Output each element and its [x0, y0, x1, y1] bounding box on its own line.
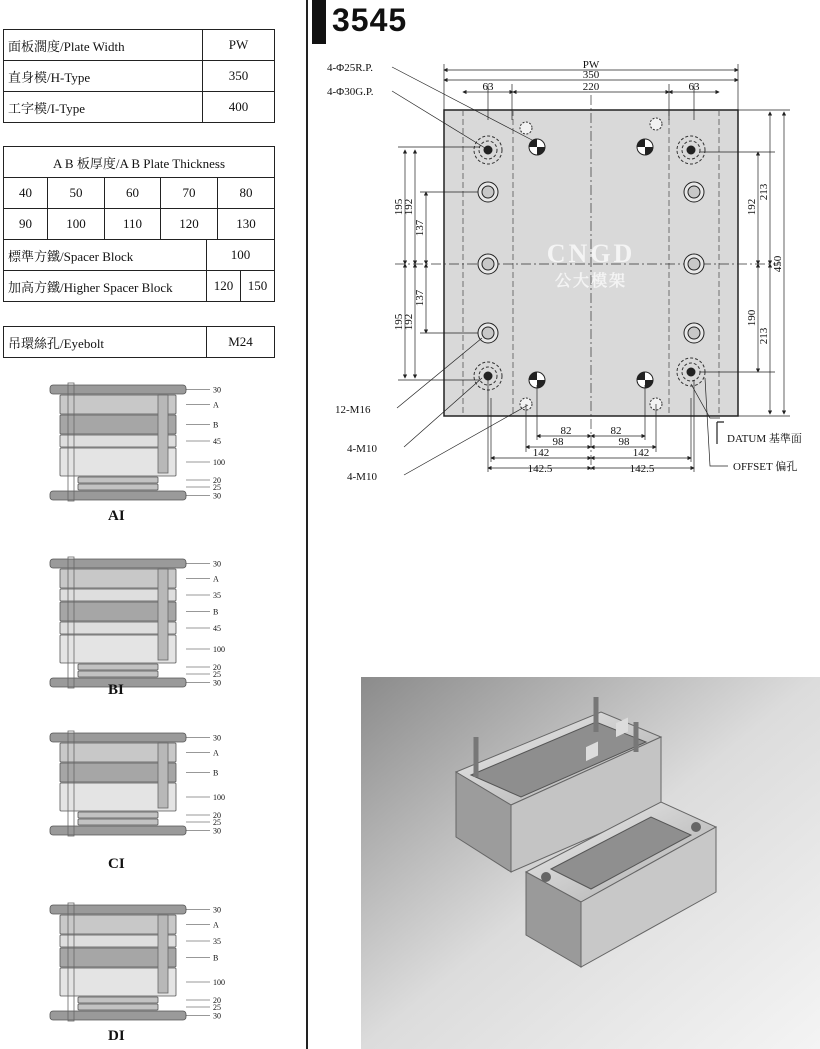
- m10-hole: [520, 122, 532, 134]
- model-title: 3545: [332, 2, 408, 38]
- thickness-cell: 70: [160, 178, 217, 209]
- mold-layer-label: B: [213, 953, 219, 963]
- mold-diagram-ai: [48, 383, 228, 508]
- guide-bushing: [158, 915, 168, 993]
- mold-layer: [50, 491, 221, 501]
- mold-layer: [50, 385, 221, 395]
- thickness-cell: 50: [47, 178, 104, 209]
- mold-layer: [60, 783, 225, 811]
- plate-drawing: [312, 50, 820, 490]
- dim-63-left: 63: [482, 81, 494, 93]
- column-divider: [306, 0, 308, 1049]
- dim-82-right: 82: [610, 425, 622, 437]
- dim-142-right: 142: [632, 447, 650, 459]
- dim-142-5-right: 142.5: [629, 463, 655, 475]
- thickness-cell: 100: [47, 209, 104, 240]
- mold-layer-label: 35: [213, 937, 221, 946]
- dim-195-top: 195: [393, 198, 405, 216]
- mold-layer-label: A: [213, 574, 219, 584]
- datum-mark: [717, 422, 724, 444]
- dim-137-bottom: 137: [414, 289, 426, 307]
- mold-layer-label: B: [213, 607, 219, 617]
- mold-layer-label: A: [213, 920, 219, 930]
- mold-layer: [50, 905, 221, 915]
- dim-82-left: 82: [560, 425, 572, 437]
- callout-m16: 12-M16: [335, 404, 371, 416]
- row-value: 350: [203, 61, 275, 92]
- thickness-header: A B 板厚度/A B Plate Thickness: [4, 147, 275, 178]
- mold-layer: [60, 589, 221, 601]
- mold-layer-label: 30: [213, 385, 221, 395]
- dim-142-left: 142: [532, 447, 550, 459]
- eyebolt-value: M24: [207, 327, 275, 358]
- guide-bushing: [158, 395, 168, 473]
- dim-pw: PW: [582, 59, 600, 71]
- mold-layer: [60, 948, 218, 967]
- dim-192-right: 192: [746, 198, 758, 216]
- higher-spacer-value: 120: [207, 271, 241, 302]
- mold-layer-label: 30: [213, 678, 221, 688]
- dim-142-5-left: 142.5: [527, 463, 553, 475]
- mold-type-label: CI: [108, 856, 125, 872]
- mold-layer-label: A: [213, 748, 219, 758]
- mold-type-label: BI: [108, 682, 124, 698]
- eyebolt-table: [3, 326, 275, 358]
- mold-base-photo: [361, 677, 820, 1049]
- mold-layer-label: 100: [213, 458, 225, 467]
- thickness-cell: 60: [104, 178, 160, 209]
- dim-220: 220: [582, 81, 600, 93]
- mold-type-label: DI: [108, 1028, 125, 1044]
- mold-layer-label: 25: [213, 483, 221, 492]
- callout-m10-a: 4-M10: [347, 443, 377, 455]
- guide-bushing: [158, 743, 168, 808]
- higher-spacer-value: 150: [241, 271, 275, 302]
- mold-layer: [60, 635, 225, 663]
- mold-layer-label: 25: [213, 818, 221, 827]
- mold-layer-label: 20: [213, 811, 221, 820]
- thickness-cell: 40: [4, 178, 48, 209]
- mold-layer: [50, 678, 221, 688]
- mold-layer: [60, 763, 218, 782]
- logo-text: CNGD: [546, 239, 636, 268]
- thickness-cell: 120: [160, 209, 217, 240]
- m10-hole: [650, 118, 662, 130]
- mold-layer-label: 45: [213, 437, 221, 446]
- mold-layer-label: B: [213, 420, 219, 430]
- mold-layer: [60, 743, 219, 762]
- callout-rp: 4-Φ25R.P.: [327, 62, 373, 74]
- callout-m10-b: 4-M10: [347, 471, 377, 483]
- mold-layer-label: 35: [213, 591, 221, 600]
- higher-spacer-label: 加高方鐵/Higher Spacer Block: [4, 271, 207, 302]
- mold-layer: [50, 826, 221, 836]
- offset-label: OFFSET 偏孔: [733, 461, 798, 473]
- dim-192-bottom: 192: [403, 313, 415, 331]
- mold-diagram-ci: [48, 731, 228, 856]
- mold-layer: [60, 448, 225, 476]
- mold-layer: [60, 435, 221, 447]
- plate-thickness-table: [3, 146, 275, 240]
- row-label: 面板濶度/Plate Width: [4, 30, 203, 61]
- dim-98-right: 98: [618, 436, 630, 448]
- mold-layer-label: 25: [213, 670, 221, 679]
- mold-layer: [60, 968, 225, 996]
- dim-190: 190: [746, 309, 758, 327]
- mold-layer: [60, 415, 218, 434]
- mold-layer-label: 30: [213, 905, 221, 915]
- mold-layer-label: 30: [213, 559, 221, 569]
- dim-213-bottom: 213: [758, 327, 770, 345]
- callout-gp: 4-Φ30G.P.: [327, 86, 374, 98]
- mold-layer-label: 25: [213, 1003, 221, 1012]
- title-bar: [312, 0, 326, 44]
- mold-layer: [60, 915, 219, 934]
- plate-width-table: [3, 29, 275, 123]
- mold-layer-label: 100: [213, 645, 225, 654]
- mold-layer: [60, 602, 218, 621]
- mold-layer-label: 20: [213, 996, 221, 1005]
- thickness-cell: 80: [217, 178, 274, 209]
- guide-bushing: [158, 569, 168, 660]
- spacer-block-table: [3, 239, 275, 302]
- mold-layer-label: B: [213, 768, 219, 778]
- mold-layer-label: 100: [213, 793, 225, 802]
- thickness-cell: 130: [217, 209, 274, 240]
- mold-layer-label: 30: [213, 733, 221, 743]
- mold-type-label: AI: [108, 508, 125, 524]
- datum-label: DATUM 基準面: [727, 433, 802, 445]
- logo-subtext: 公大模架: [554, 273, 628, 290]
- eyebolt-label: 吊環絲孔/Eyebolt: [4, 327, 207, 358]
- mold-layer-label: 100: [213, 978, 225, 987]
- spacer-label: 標準方鐵/Spacer Block: [4, 240, 207, 271]
- dim-195-bottom: 195: [393, 313, 405, 331]
- mold-layer: [60, 622, 221, 634]
- mold-layer: [50, 1011, 221, 1021]
- mold-layer: [60, 395, 219, 414]
- dim-192-top: 192: [403, 198, 415, 216]
- dim-63-right: 63: [688, 81, 700, 93]
- dim-450: 450: [772, 255, 784, 273]
- thickness-cell: 110: [104, 209, 160, 240]
- mold-layer: [60, 569, 219, 588]
- dim-98-left: 98: [552, 436, 564, 448]
- thickness-cell: 90: [4, 209, 48, 240]
- mold-layer: [50, 733, 221, 743]
- mold-layer-label: 45: [213, 624, 221, 633]
- row-label: 直身模/H-Type: [4, 61, 203, 92]
- mold-layer: [60, 935, 221, 947]
- row-label: 工字模/I-Type: [4, 92, 203, 123]
- mold-layer: [50, 559, 221, 569]
- spacer-value: 100: [207, 240, 275, 271]
- mold-layer-label: 30: [213, 1011, 221, 1021]
- mold-layer-label: A: [213, 400, 219, 410]
- mold-diagram-di: [48, 903, 228, 1028]
- mold-diagram-bi: [48, 557, 228, 688]
- dim-350: 350: [582, 69, 600, 81]
- mold-layer-label: 30: [213, 491, 221, 501]
- mold-layer-label: 30: [213, 826, 221, 836]
- dim-137-top: 137: [414, 219, 426, 237]
- row-value: 400: [203, 92, 275, 123]
- row-value: PW: [203, 30, 275, 61]
- dim-213-top: 213: [758, 183, 770, 201]
- mold-layer-label: 20: [213, 476, 221, 485]
- mold-layer-label: 20: [213, 663, 221, 672]
